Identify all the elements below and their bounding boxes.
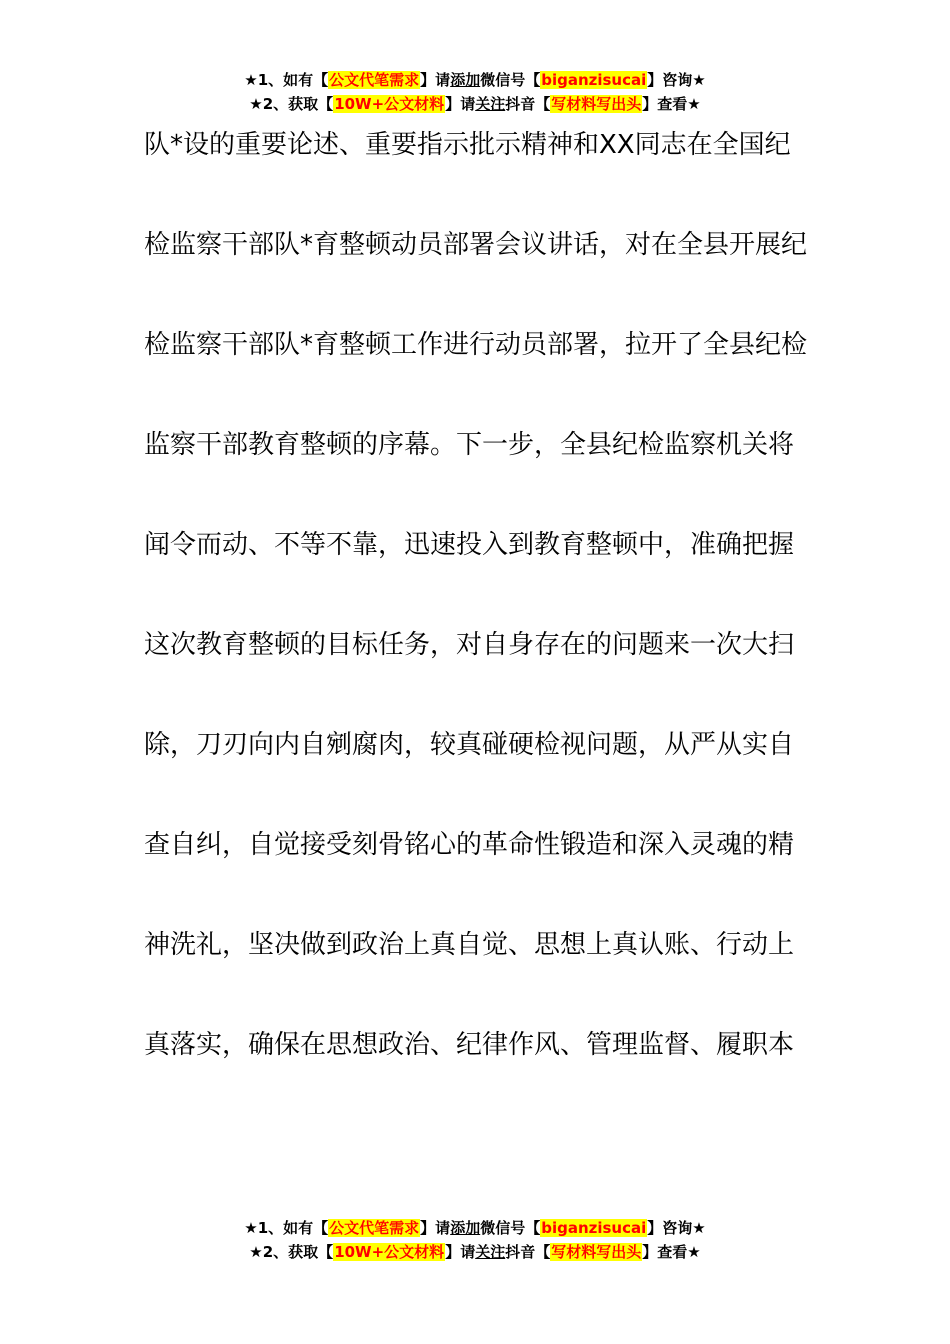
- banner-line-1: ★1、如有【公文代笔需求】请添加微信号【biganzisucai】咨询★: [244, 1219, 706, 1237]
- banner-line-2: ★2、获取【10W+公文材料】请关注抖音【写材料写出头】查看★: [249, 1243, 701, 1261]
- body-line: 闻令而动、不等不靠，迅速投入到教育整顿中，准确把握: [144, 530, 795, 560]
- highlight-service: 公文代笔需求: [329, 71, 420, 89]
- banner-line-1: ★1、如有【公文代笔需求】请添加微信号【biganzisucai】咨询★: [244, 71, 706, 89]
- body-line: 这次教育整顿的目标任务，对自身存在的问题来一次大扫: [144, 630, 795, 660]
- banner-line-2: ★2、获取【10W+公文材料】请关注抖音【写材料写出头】查看★: [249, 95, 701, 113]
- body-line: 除，刀刃向内自剜腐肉，较真碰硬检视问题，从严从实自: [144, 730, 795, 760]
- highlight-douyin-account: 写材料写出头: [551, 1243, 642, 1261]
- body-line: 队*设的重要论述、重要指示批示精神和XX同志在全国纪: [144, 130, 791, 160]
- body-line: 神洗礼，坚决做到政治上真自觉、思想上真认账、行动上: [144, 930, 795, 960]
- body-line: 检监察干部队*育整顿动员部署会议讲话，对在全县开展纪: [144, 230, 808, 260]
- body-line: 真落实，确保在思想政治、纪律作风、管理监督、履职本: [144, 1030, 795, 1060]
- document-body: [144, 120, 808, 1120]
- body-line: 监察干部教育整顿的序幕。下一步，全县纪检监察机关将: [144, 430, 795, 460]
- highlight-wechat-id: biganzisucai: [541, 1219, 647, 1237]
- highlight-douyin-account: 写材料写出头: [551, 95, 642, 113]
- body-line: 查自纠，自觉接受刻骨铭心的革命性锻造和深入灵魂的精: [144, 830, 795, 860]
- highlight-materials: 10W+公文材料: [334, 1243, 445, 1261]
- highlight-materials: 10W+公文材料: [334, 95, 445, 113]
- header-banner: [0, 68, 950, 116]
- highlight-wechat-id: biganzisucai: [541, 71, 647, 89]
- highlight-service: 公文代笔需求: [329, 1219, 420, 1237]
- footer-banner: [0, 1216, 950, 1264]
- body-line: 检监察干部队*育整顿工作进行动员部署，拉开了全县纪检: [144, 330, 808, 360]
